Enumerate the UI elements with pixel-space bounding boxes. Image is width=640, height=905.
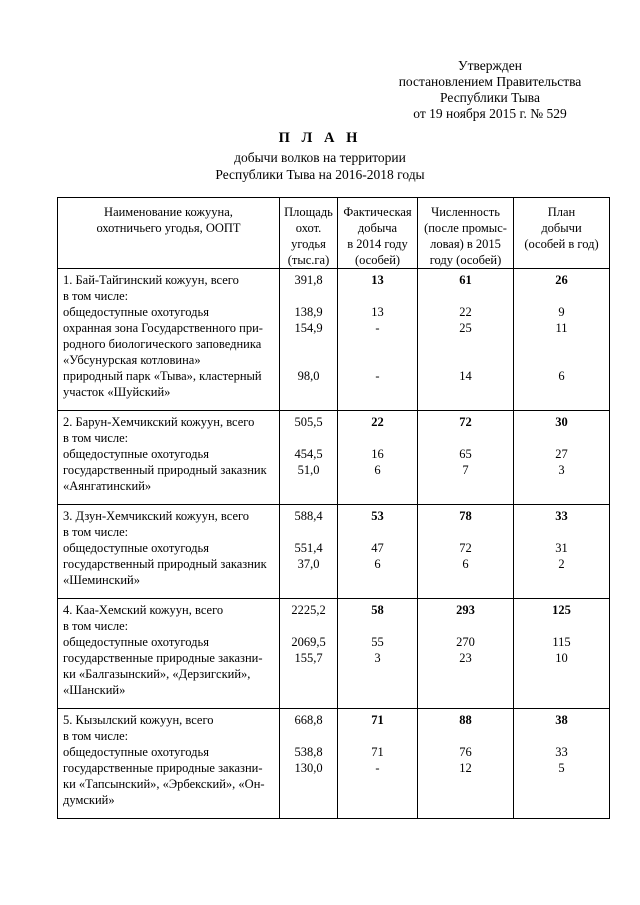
- cell-count: [418, 411, 514, 505]
- value-line: 10: [555, 651, 568, 665]
- header-line: (после промыс-: [424, 221, 507, 235]
- approval-line: Республики Тыва: [440, 90, 540, 105]
- value-line: 23: [459, 651, 472, 665]
- name-line: государственные природные заказни-: [63, 651, 263, 665]
- value-line: 115: [552, 635, 571, 649]
- approval-line: Утвержден: [458, 58, 522, 73]
- header-line: добыча: [357, 221, 398, 235]
- value-line: [338, 682, 417, 698]
- value-line: [418, 666, 513, 682]
- value-line: [514, 618, 609, 634]
- value-line: [418, 288, 513, 304]
- value-line: 38: [555, 713, 568, 727]
- value-line: 98,0: [297, 369, 320, 383]
- cell-actual: [338, 411, 418, 505]
- value-line: 71: [371, 713, 384, 727]
- table-row: [58, 411, 610, 505]
- header-line: охот.: [295, 221, 322, 235]
- name-line: 3. Дзун-Хемчикский кожуун, всего: [63, 509, 250, 523]
- name-line: ки «Балгазынский», «Дерзигский»,: [63, 667, 251, 681]
- value-line: [280, 352, 337, 368]
- table-row: [58, 599, 610, 709]
- name-line: 1. Бай-Тайгинский кожуун, всего: [63, 273, 239, 287]
- value-line: [338, 352, 417, 368]
- value-line: 154,9: [294, 321, 323, 335]
- cell-area: [280, 709, 338, 819]
- table-body: [58, 269, 610, 819]
- cell-area: [280, 505, 338, 599]
- name-line: охранная зона Государственного при-: [63, 321, 263, 335]
- value-line: 16: [371, 447, 384, 461]
- value-line: 71: [371, 745, 384, 759]
- value-line: [514, 792, 609, 808]
- value-line: 22: [371, 415, 384, 429]
- value-line: -: [375, 369, 380, 383]
- value-line: 668,8: [294, 713, 323, 727]
- name-line: государственный природный заказник: [63, 463, 267, 477]
- name-line: «Аянгатинский»: [63, 479, 152, 493]
- table-row: [58, 709, 610, 819]
- approval-line: постановлением Правительства: [398, 74, 582, 89]
- value-line: [280, 288, 337, 304]
- value-line: 78: [459, 509, 472, 523]
- value-line: [338, 728, 417, 744]
- name-line: 4. Каа-Хемский кожуун, всего: [63, 603, 224, 617]
- value-line: 33: [555, 745, 568, 759]
- cell-count: [418, 709, 514, 819]
- name-line: «Шеминский»: [63, 573, 140, 587]
- header-line: добычи: [541, 221, 582, 235]
- value-line: [418, 792, 513, 808]
- value-line: [338, 430, 417, 446]
- value-line: [338, 572, 417, 588]
- value-line: [418, 682, 513, 698]
- value-line: [514, 352, 609, 368]
- value-line: 5: [558, 761, 565, 775]
- value-line: 31: [555, 541, 568, 555]
- name-line: в том числе:: [63, 431, 129, 445]
- value-line: 125: [552, 603, 571, 617]
- value-line: 2069,5: [291, 635, 326, 649]
- name-line: в том числе:: [63, 729, 129, 743]
- value-line: 65: [459, 447, 472, 461]
- header-line: Фактическая: [343, 205, 412, 219]
- name-line: государственные природные заказни-: [63, 761, 263, 775]
- value-line: [418, 572, 513, 588]
- header-line: угодья: [291, 237, 326, 251]
- cell-actual: [338, 709, 418, 819]
- value-line: [418, 776, 513, 792]
- cell-area: [280, 269, 338, 411]
- name-line: общедоступные охотугодья: [63, 447, 209, 461]
- value-line: 37,0: [297, 557, 320, 571]
- value-line: [338, 776, 417, 792]
- value-line: [418, 336, 513, 352]
- header-line: (особей): [354, 253, 401, 267]
- value-line: [280, 478, 337, 494]
- value-line: 3: [558, 463, 565, 477]
- value-line: 130,0: [294, 761, 323, 775]
- value-line: [418, 728, 513, 744]
- header-line: охотничьего угодья, ООПТ: [96, 221, 241, 235]
- value-line: 22: [459, 305, 472, 319]
- value-line: 61: [459, 273, 472, 287]
- name-line: государственный природный заказник: [63, 557, 267, 571]
- value-line: 11: [555, 321, 568, 335]
- cell-actual: [338, 599, 418, 709]
- value-line: [418, 524, 513, 540]
- value-line: [514, 682, 609, 698]
- value-line: [338, 288, 417, 304]
- value-line: [338, 792, 417, 808]
- value-line: [514, 430, 609, 446]
- cell-name: [58, 599, 280, 709]
- name-line: общедоступные охотугодья: [63, 635, 209, 649]
- value-line: 13: [371, 273, 384, 287]
- value-line: 47: [371, 541, 384, 555]
- value-line: 6: [374, 463, 381, 477]
- value-line: 26: [555, 273, 568, 287]
- value-line: 13: [371, 305, 384, 319]
- value-line: [338, 524, 417, 540]
- value-line: [418, 430, 513, 446]
- table-header-row: [58, 198, 610, 269]
- value-line: 55: [371, 635, 384, 649]
- value-line: 72: [459, 415, 472, 429]
- value-line: [418, 618, 513, 634]
- header-line: Площадь: [284, 205, 333, 219]
- name-line: в том числе:: [63, 289, 129, 303]
- name-line: природный парк «Тыва», кластерный: [63, 369, 262, 383]
- value-line: [280, 430, 337, 446]
- header-line: году (особей): [429, 253, 502, 267]
- header-line: Наименование кожууна,: [104, 205, 233, 219]
- cell-name: [58, 269, 280, 411]
- value-line: [418, 352, 513, 368]
- name-line: думский»: [63, 793, 115, 807]
- value-line: 58: [371, 603, 384, 617]
- cell-count: [418, 505, 514, 599]
- value-line: [338, 666, 417, 682]
- cell-plan: [514, 411, 610, 505]
- table-row: [58, 505, 610, 599]
- header-count: [418, 198, 514, 269]
- value-line: 138,9: [294, 305, 323, 319]
- value-line: [418, 384, 513, 400]
- name-line: 2. Барун-Хемчикский кожуун, всего: [63, 415, 255, 429]
- value-line: 25: [459, 321, 472, 335]
- cell-name: [58, 505, 280, 599]
- subtitle-line: Республики Тыва на 2016-2018 годы: [215, 167, 425, 182]
- value-line: 454,5: [294, 447, 323, 461]
- header-name: [58, 198, 280, 269]
- name-line: участок «Шуйский»: [63, 385, 171, 399]
- value-line: [514, 288, 609, 304]
- name-line: общедоступные охотугодья: [63, 745, 209, 759]
- value-line: [514, 776, 609, 792]
- value-line: 30: [555, 415, 568, 429]
- value-line: [338, 336, 417, 352]
- value-line: [418, 478, 513, 494]
- name-line: общедоступные охотугодья: [63, 541, 209, 555]
- value-line: [280, 572, 337, 588]
- value-line: [338, 478, 417, 494]
- approval-line: от 19 ноября 2015 г. № 529: [413, 106, 567, 121]
- value-line: [280, 384, 337, 400]
- value-line: 33: [555, 509, 568, 523]
- value-line: 76: [459, 745, 472, 759]
- value-line: 2: [558, 557, 565, 571]
- value-line: [280, 618, 337, 634]
- value-line: [514, 478, 609, 494]
- value-line: 6: [558, 369, 565, 383]
- value-line: [338, 618, 417, 634]
- value-line: 72: [459, 541, 472, 555]
- header-line: ловая) в 2015: [430, 237, 501, 251]
- value-line: 12: [459, 761, 472, 775]
- value-line: 588,4: [294, 509, 323, 523]
- value-line: 505,5: [294, 415, 323, 429]
- cell-area: [280, 411, 338, 505]
- cell-count: [418, 269, 514, 411]
- cell-actual: [338, 269, 418, 411]
- header-line: в 2014 году: [347, 237, 408, 251]
- value-line: [280, 792, 337, 808]
- cell-actual: [338, 505, 418, 599]
- header-plan: [514, 198, 610, 269]
- value-line: 51,0: [297, 463, 320, 477]
- value-line: 3: [374, 651, 381, 665]
- name-line: «Убсунурская котловина»: [63, 353, 201, 367]
- cell-plan: [514, 709, 610, 819]
- header-line: (особей в год): [524, 237, 599, 251]
- value-line: -: [375, 321, 380, 335]
- value-line: 53: [371, 509, 384, 523]
- value-line: [280, 336, 337, 352]
- value-line: [280, 666, 337, 682]
- document-subtitle: [0, 149, 640, 183]
- value-line: 9: [558, 305, 565, 319]
- name-line: ки «Тапсынский», «Эрбекский», «Он-: [63, 777, 265, 791]
- cell-count: [418, 599, 514, 709]
- value-line: 14: [459, 369, 472, 383]
- value-line: [514, 384, 609, 400]
- header-actual: [338, 198, 418, 269]
- header-line: Численность: [431, 205, 500, 219]
- value-line: 7: [462, 463, 469, 477]
- name-line: в том числе:: [63, 619, 129, 633]
- value-line: [280, 728, 337, 744]
- name-line: общедоступные охотугодья: [63, 305, 209, 319]
- cell-name: [58, 411, 280, 505]
- value-line: [514, 572, 609, 588]
- value-line: 6: [374, 557, 381, 571]
- subtitle-line: добычи волков на территории: [234, 150, 406, 165]
- cell-area: [280, 599, 338, 709]
- value-line: -: [375, 761, 380, 775]
- cell-plan: [514, 599, 610, 709]
- header-area: [280, 198, 338, 269]
- plan-table: [57, 197, 610, 819]
- value-line: 538,8: [294, 745, 323, 759]
- header-line: (тыс.га): [287, 253, 330, 267]
- value-line: 88: [459, 713, 472, 727]
- name-line: родного биологического заповедника: [63, 337, 262, 351]
- cell-plan: [514, 505, 610, 599]
- value-line: [280, 682, 337, 698]
- name-line: 5. Кызылский кожуун, всего: [63, 713, 214, 727]
- value-line: [514, 666, 609, 682]
- value-line: [280, 776, 337, 792]
- name-line: в том числе:: [63, 525, 129, 539]
- value-line: 270: [456, 635, 475, 649]
- value-line: 155,7: [294, 651, 323, 665]
- value-line: 551,4: [294, 541, 323, 555]
- value-line: [514, 728, 609, 744]
- cell-plan: [514, 269, 610, 411]
- approval-block: [360, 58, 620, 122]
- value-line: [514, 336, 609, 352]
- table-row: [58, 269, 610, 411]
- value-line: [514, 524, 609, 540]
- value-line: [338, 384, 417, 400]
- value-line: 293: [456, 603, 475, 617]
- value-line: 2225,2: [291, 603, 326, 617]
- value-line: 27: [555, 447, 568, 461]
- value-line: 6: [462, 557, 469, 571]
- cell-name: [58, 709, 280, 819]
- value-line: 391,8: [294, 273, 323, 287]
- header-line: План: [547, 205, 576, 219]
- name-line: «Шанский»: [63, 683, 126, 697]
- value-line: [280, 524, 337, 540]
- document-title: П Л А Н: [278, 130, 362, 146]
